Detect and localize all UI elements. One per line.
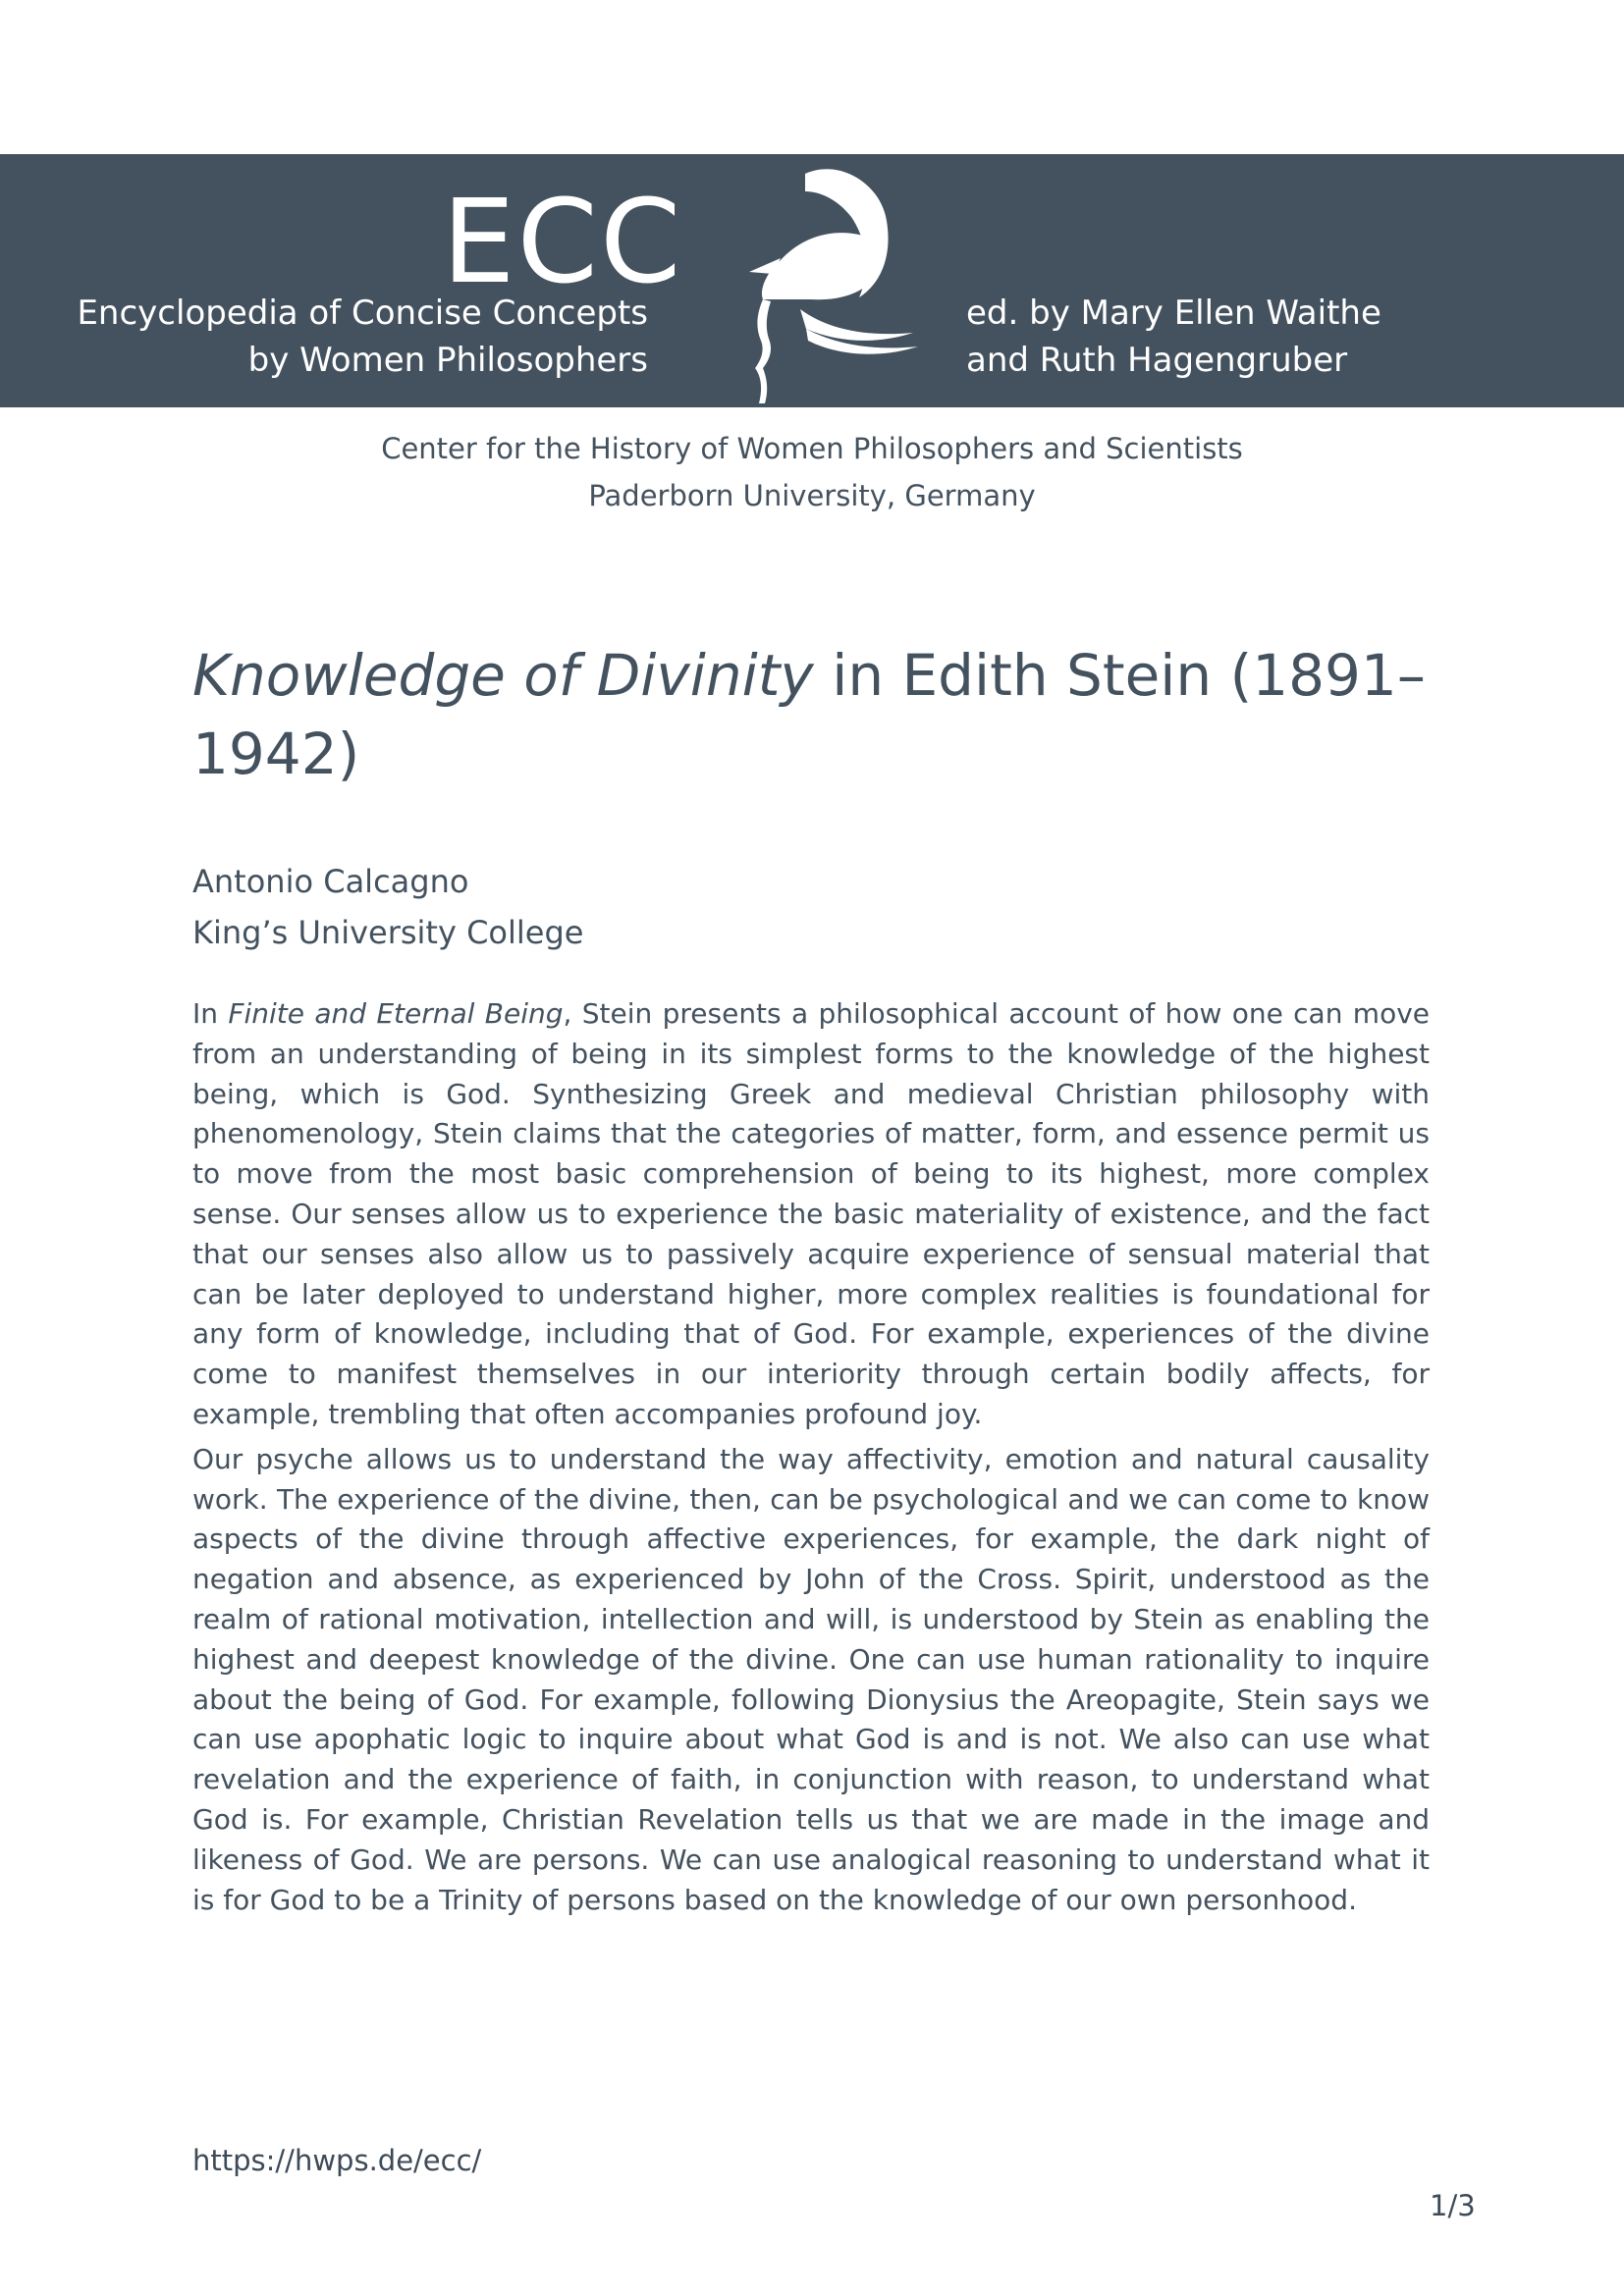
institution-line-1: Center for the History of Women Philosophers and Scientists (381, 432, 1243, 465)
subtitle-line-2: by Women Philosophers (247, 341, 648, 380)
title-rest: in Edith Stein (1891–1942) (192, 642, 1426, 787)
paragraph-1 (192, 994, 1430, 1435)
article-body (192, 994, 1430, 1925)
editors-line-1: ed. by Mary Ellen Waithe (966, 294, 1381, 333)
editors-line-2: and Ruth Hagengruber (966, 341, 1348, 380)
institution-line-2: Paderborn University, Germany (588, 479, 1036, 512)
institution-block (0, 425, 1624, 519)
header-banner (0, 154, 1624, 407)
page-number: 1/3 (1430, 2189, 1476, 2222)
paragraph-2: Our psyche allows us to understand the way affectivity, emotion and natural causality work. The experience of the divine, then, can be psychological and we can come to know aspects of the divine through affective experiences, for example, the dark night of negation and absence, as experienced by John of the Cross. Spirit, understood as the realm of rational motivation, intellection and will, is understood by Stein as enabling the highest and deepest knowledge of the divine. One can use human rationality to inquire about the being of God. For example, following Dionysius the Areopagite, Stein says we can use apophatic logic to inquire about what God is and is not. We also can use what revelation and the experience of faith, in conjunction with reason, to understand what God is. For example, Christian Revelation tells us that we are made in the image and likeness of God. We are persons. We can use analogical reasoning to understand what it is for God to be a Trinity of persons based on the knowledge of our own personhood. (192, 1442, 1430, 1916)
subtitle-line-1: Encyclopedia of Concise Concepts (77, 294, 648, 333)
athena-helmet-icon (712, 162, 928, 407)
article-title (192, 636, 1469, 793)
encyclopedia-subtitle (77, 290, 648, 384)
footer-url[interactable]: https://hwps.de/ecc/ (192, 2144, 482, 2177)
editors-credit (966, 290, 1381, 384)
author-name: Antonio Calcagno (192, 863, 469, 900)
p1-rest: , Stein presents a philosophical account of how one can move from an understanding of being in its simplest forms to the knowledge of the highest being, which is God. Synthesizing Greek and medieval Christian philosophy with phenomenology, Stein claims that the categories of matter, form, and essence permit us to move from the most basic comprehension of being to its highest, more complex sense. Our senses allow us to experience the basic materiality of existence, and the fact that our senses also allow us to passively acquire experience of sensual material that can be later deployed to understand higher, more complex realities is foundational for any form of knowledge, including that of God. For example, experiences of the divine come to manifest themselves in our interiority through certain bodily affects, for example, trembling that often accompanies profound joy. (192, 997, 1431, 1430)
author-affiliation: King’s University College (192, 914, 584, 951)
ecc-logo-text: ECC (442, 174, 683, 309)
p1-start: In (192, 997, 229, 1030)
author-block (192, 856, 583, 958)
title-italic: Knowledge of Divinity (192, 642, 814, 709)
p1-book-title: Finite and Eternal Being (228, 997, 564, 1030)
